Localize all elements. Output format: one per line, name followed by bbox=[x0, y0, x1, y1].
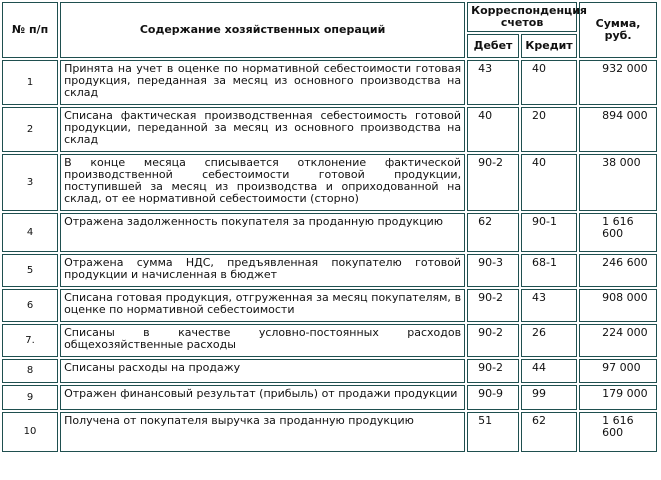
row-sum: 224 000 bbox=[579, 324, 657, 357]
header-content: Содержание хозяйственных операций bbox=[60, 2, 465, 58]
row-sum: 894 000 bbox=[579, 107, 657, 152]
table-row bbox=[2, 385, 657, 410]
row-credit: 68-1 bbox=[521, 254, 577, 287]
row-credit: 40 bbox=[521, 154, 577, 211]
row-sum: 38 000 bbox=[579, 154, 657, 211]
table-row bbox=[2, 107, 657, 152]
row-debit: 90-2 bbox=[467, 359, 519, 383]
table-row bbox=[2, 324, 657, 357]
table-row bbox=[2, 359, 657, 383]
row-debit: 51 bbox=[467, 412, 519, 452]
row-sum: 1 616 600 bbox=[579, 412, 657, 452]
table-row bbox=[2, 213, 657, 252]
header-row bbox=[2, 2, 657, 32]
row-credit: 40 bbox=[521, 60, 577, 105]
row-debit: 40 bbox=[467, 107, 519, 152]
row-description: Списаны расходы на продажу bbox=[60, 359, 465, 383]
row-credit: 90-1 bbox=[521, 213, 577, 252]
row-description: Отражена задолженность покупателя за проданную продукцию bbox=[60, 213, 465, 252]
row-credit: 44 bbox=[521, 359, 577, 383]
row-number: 9 bbox=[2, 385, 58, 410]
row-credit: 62 bbox=[521, 412, 577, 452]
row-description: Принята на учет в оценке по нормативной себестоимости готовая продукция, переданная за месяц из основного производства на склад bbox=[60, 60, 465, 105]
row-description: Списаны в качестве условно-постоянных расходов общехозяйственные расходы bbox=[60, 324, 465, 357]
row-sum: 179 000 bbox=[579, 385, 657, 410]
row-number: 2 bbox=[2, 107, 58, 152]
row-sum: 97 000 bbox=[579, 359, 657, 383]
row-debit: 90-3 bbox=[467, 254, 519, 287]
row-number: 4 bbox=[2, 213, 58, 252]
row-description: Отражена сумма НДС, предъявленная покупателю готовой продукции и начисленная в бюджет bbox=[60, 254, 465, 287]
header-sum: Сумма, руб. bbox=[579, 2, 657, 58]
row-number: 7. bbox=[2, 324, 58, 357]
row-description: В конце месяца списывается отклонение фактической производственной себестоимости готовой продукции, поступившей за месяц из производства и оприходованной на склад, от ее нормативной себестоимости (сторно) bbox=[60, 154, 465, 211]
row-number: 6 bbox=[2, 289, 58, 322]
row-description: Отражен финансовый результат (прибыль) от продажи продукции bbox=[60, 385, 465, 410]
header-correspondence: Корреспонденция счетов bbox=[467, 2, 577, 32]
table-row bbox=[2, 254, 657, 287]
row-description: Списана готовая продукция, отгруженная за месяц покупателям, в оценке по нормативной себестоимости bbox=[60, 289, 465, 322]
row-number: 8 bbox=[2, 359, 58, 383]
header-credit: Кредит bbox=[521, 34, 577, 58]
table-row bbox=[2, 154, 657, 211]
row-debit: 90-2 bbox=[467, 289, 519, 322]
row-credit: 20 bbox=[521, 107, 577, 152]
row-sum: 246 600 bbox=[579, 254, 657, 287]
table-row bbox=[2, 289, 657, 322]
header-num: № п/п bbox=[2, 2, 58, 58]
row-debit: 62 bbox=[467, 213, 519, 252]
row-description: Списана фактическая производственная себестоимость готовой продукции, переданной за месяц из основного производства на склад bbox=[60, 107, 465, 152]
row-debit: 90-2 bbox=[467, 154, 519, 211]
row-credit: 26 bbox=[521, 324, 577, 357]
row-sum: 908 000 bbox=[579, 289, 657, 322]
row-number: 10 bbox=[2, 412, 58, 452]
row-number: 3 bbox=[2, 154, 58, 211]
row-number: 1 bbox=[2, 60, 58, 105]
row-description: Получена от покупателя выручка за проданную продукцию bbox=[60, 412, 465, 452]
row-sum: 932 000 bbox=[579, 60, 657, 105]
row-number: 5 bbox=[2, 254, 58, 287]
row-credit: 43 bbox=[521, 289, 577, 322]
row-debit: 43 bbox=[467, 60, 519, 105]
table-row bbox=[2, 60, 657, 105]
row-sum: 1 616 600 bbox=[579, 213, 657, 252]
row-debit: 90-9 bbox=[467, 385, 519, 410]
row-debit: 90-2 bbox=[467, 324, 519, 357]
header-debit: Дебет bbox=[467, 34, 519, 58]
row-credit: 99 bbox=[521, 385, 577, 410]
table-row bbox=[2, 412, 657, 452]
